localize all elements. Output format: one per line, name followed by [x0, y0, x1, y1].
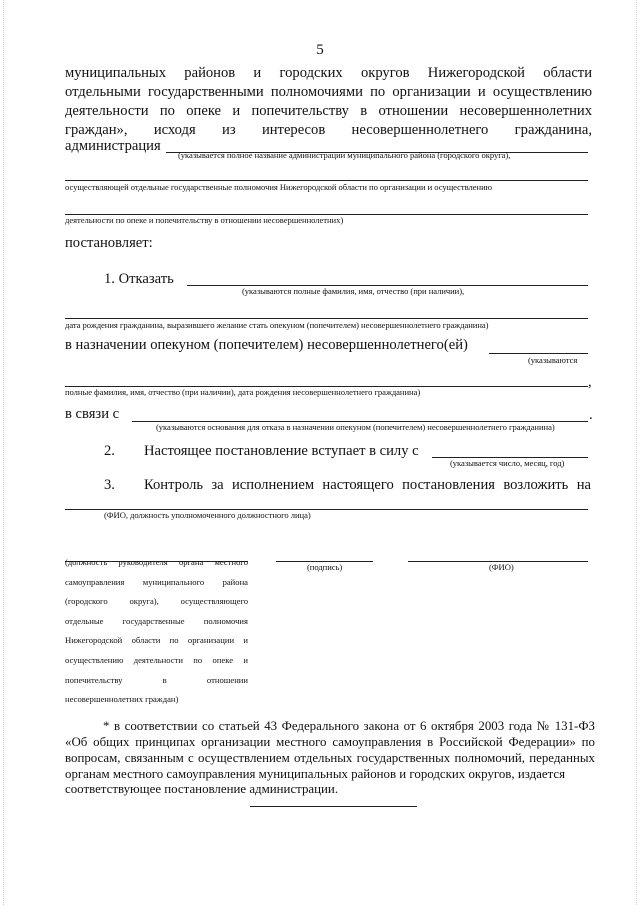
page-number: 5	[316, 42, 324, 58]
signature-caption: (подпись)	[307, 562, 343, 572]
item3-text: Контроль за исполнением настоящего постановления возложить на	[144, 477, 591, 493]
item1-caption-2: дата рождения гражданина, выразившего желание стать опекуном (попечителем) несовершеннолетнего гражданина)	[65, 320, 489, 330]
footnote-body: * в соответствии со статьей 43 Федерального закона от 6 октября 2003 года № 131-ФЗ «Об общих принципах организации местного самоуправления в Российской Федерации» по вопросам, связанным с осуществлением отдельных государственных полномочий, переданных органам местного самоуправления муниципальных районов и городских округов, издается	[65, 719, 595, 781]
item1-caption: (указываются полные фамилия, имя, отчество (при наличии),	[242, 286, 465, 296]
reason-dot: .	[589, 407, 593, 423]
fio-caption: (ФИО)	[489, 562, 514, 572]
paragraph-line-3: деятельности по опеке и попечительству в отношении несовершеннолетних	[65, 103, 592, 119]
paragraph-line-1: муниципальных районов и городских округов Нижегородской области	[65, 65, 592, 81]
item2-text: Настоящее постановление вступает в силу с	[144, 443, 419, 459]
position-caption-line-8: несовершеннолетних граждан)	[65, 694, 179, 705]
admin-caption-3: деятельности по опеке и попечительству в отношении несовершеннолетних)	[65, 215, 344, 225]
reason-caption: (указываются основания для отказа в назначении опекуном (попечителем) несовершеннолетнего гражданина)	[156, 422, 555, 432]
appoint-caption: (указываются	[528, 355, 578, 365]
item3-number: 3.	[104, 477, 115, 493]
position-caption-line-4: отдельные государственные полномочия	[65, 615, 248, 626]
position-caption-line-6: осуществлению деятельности по опеке и	[65, 654, 248, 665]
position-caption-line-1: (должность руководителя органа местного	[65, 557, 248, 567]
admin-caption-2: осуществляющей отдельные государственные полномочия Нижегородской области по организации и осуществлению	[65, 182, 493, 192]
position-caption-line-3: (городского округа), осуществляющего	[65, 596, 248, 607]
footer-rule	[250, 806, 417, 807]
item3-caption: (ФИО, должность уполномоченного должностного лица)	[104, 510, 311, 520]
item2-caption: (указывается число, месяц, год)	[450, 458, 565, 468]
position-caption-line-7: попечительству в отношении	[65, 674, 248, 685]
reason-label: в связи с	[65, 406, 120, 422]
position-caption-line-2: самоуправления муниципального района	[65, 576, 248, 587]
signature-position-caption	[65, 553, 248, 710]
footnote-text	[65, 718, 595, 782]
position-caption-line-5: Нижегородской области по организации и	[65, 635, 248, 646]
appoint-text: в назначении опекуном (попечителем) несовершеннолетнего(ей)	[65, 337, 468, 353]
scan-edge-left	[3, 0, 4, 905]
resolves-heading: постановляет:	[65, 235, 153, 251]
paragraph-line-2: отдельными государственными полномочиями по организации и осуществлению	[65, 84, 592, 100]
scan-edge-right	[636, 0, 637, 905]
paragraph-line-4: граждан», исходя из интересов несовершеннолетнего гражданина,	[65, 122, 592, 138]
item1-birth-line	[65, 318, 588, 319]
appoint-line	[489, 353, 588, 354]
appoint-comma: ,	[588, 374, 592, 390]
footnote-last-line: соответствующее постановление администрации.	[65, 782, 339, 796]
appoint-caption-2: полные фамилия, имя, отчество (при наличии), дата рождения несовершеннолетнего гражданина)	[65, 387, 421, 397]
admin-word: администрация	[65, 138, 161, 154]
item2-number: 2.	[104, 443, 115, 459]
admin-caption: (указывается полное название администрации муниципального района (городского округа),	[178, 150, 511, 160]
admin-name-line-2	[65, 180, 588, 181]
item1-label: 1. Отказать	[104, 271, 174, 287]
